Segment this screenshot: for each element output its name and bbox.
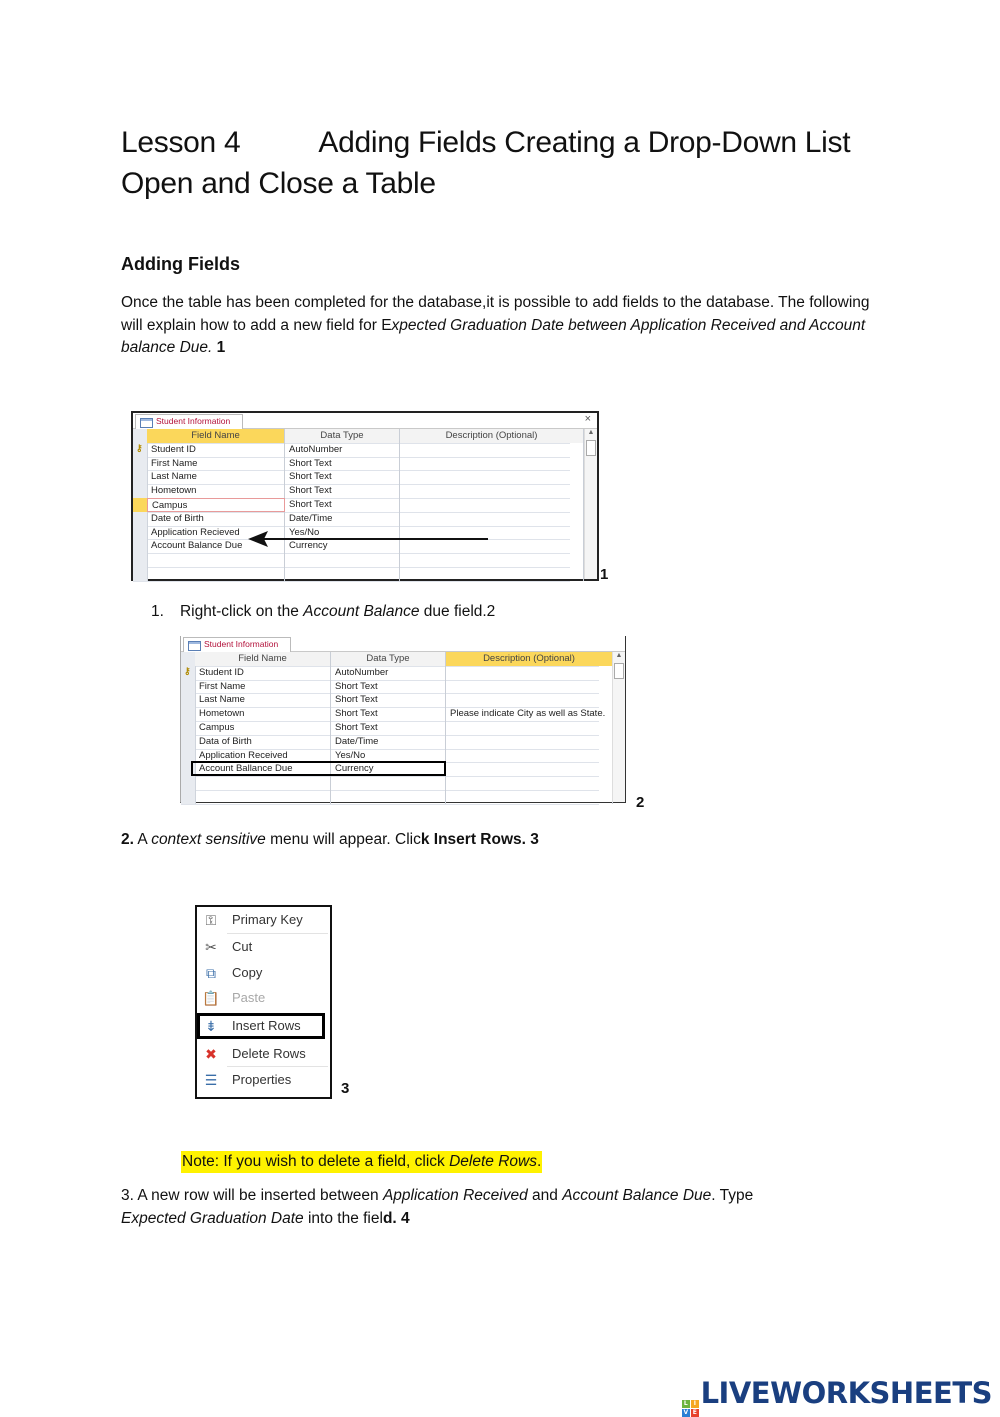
step-3-bold: d. 4	[382, 1209, 410, 1227]
menu-item-properties[interactable]	[197, 1067, 328, 1093]
intro-ref: 1	[216, 339, 226, 356]
liveworksheets-logo	[682, 1376, 992, 1417]
logo-letter: I	[691, 1400, 699, 1408]
field-name-cell[interactable]	[147, 567, 285, 581]
column-header-description-optional[interactable]: Description (Optional)	[446, 652, 613, 666]
column-header-description-optional[interactable]: Description (Optional)	[400, 429, 584, 443]
data-type-cell[interactable]: Yes/No	[331, 749, 446, 763]
note-italic: Delete Rows	[449, 1153, 537, 1170]
table-row[interactable]	[133, 470, 570, 485]
data-type-cell[interactable]: Currency	[285, 539, 400, 553]
field-name-cell[interactable]: Date of Birth	[147, 512, 285, 526]
intro-text: Once the table has been completed for the database,it is possible to add fields to the database. The following will explain how to add a new field for E	[121, 294, 870, 334]
field-name-cell[interactable]: Student ID	[147, 443, 285, 457]
step-1-post: due field.2	[419, 603, 496, 620]
menu-item-primary-key[interactable]	[197, 907, 328, 933]
vertical-scrollbar[interactable]	[584, 429, 597, 579]
field-name-cell[interactable]: Student ID	[195, 666, 331, 680]
menu-item-copy[interactable]	[197, 960, 328, 986]
description-cell[interactable]	[446, 749, 613, 763]
logo-letter: E	[691, 1409, 699, 1417]
tab-bar	[181, 636, 625, 652]
table-row[interactable]	[181, 707, 606, 722]
menu-item-label: Paste	[232, 990, 266, 1005]
field-name-cell[interactable]	[147, 553, 285, 567]
step-2	[121, 829, 881, 852]
step-3-pre: 3. A new row will be inserted between	[121, 1187, 383, 1204]
row-selector[interactable]	[133, 526, 148, 540]
table-row[interactable]	[133, 457, 570, 472]
data-type-cell[interactable]: Short Text	[285, 498, 400, 512]
step-3	[121, 1185, 881, 1230]
description-cell[interactable]	[400, 470, 584, 484]
data-type-cell[interactable]	[285, 567, 400, 581]
row-selector[interactable]	[133, 512, 148, 526]
menu-item-label: Cut	[232, 939, 253, 954]
field-name-cell[interactable]: First Name	[195, 680, 331, 694]
intro-italic: xpected Graduation Date between Application Received and Account balance Due.	[121, 316, 866, 356]
data-type-cell[interactable]	[285, 553, 400, 567]
table-icon	[140, 418, 153, 428]
field-name-cell[interactable]: Data of Birth	[195, 735, 331, 749]
data-type-cell[interactable]	[331, 776, 446, 790]
row-selector[interactable]	[181, 721, 196, 735]
description-cell[interactable]	[446, 762, 613, 776]
step-3-italic-2: Account Balance Due	[562, 1187, 712, 1204]
row-selector-corner[interactable]	[181, 652, 196, 666]
row-selector[interactable]	[133, 457, 148, 471]
row-selector[interactable]	[181, 776, 196, 790]
description-cell[interactable]	[400, 498, 584, 512]
key-icon: ⚿	[205, 912, 217, 928]
column-header-data-type[interactable]: Data Type	[285, 429, 400, 443]
primary-key-icon: ⚷	[184, 665, 191, 676]
description-cell[interactable]	[446, 693, 613, 707]
data-type-cell[interactable]: Currency	[331, 762, 446, 776]
data-type-cell[interactable]: Short Text	[285, 470, 400, 484]
row-selector[interactable]	[181, 735, 196, 749]
note-highlight	[181, 1151, 542, 1173]
highlight-outline	[191, 761, 446, 776]
tab-student-information[interactable]	[183, 637, 291, 652]
table-row[interactable]	[133, 484, 570, 499]
row-selector[interactable]	[133, 470, 148, 484]
grid-header-row	[181, 652, 599, 667]
column-header-data-type[interactable]: Data Type	[331, 652, 446, 666]
row-selector[interactable]	[181, 680, 196, 694]
tab-bar	[133, 413, 597, 429]
description-cell[interactable]	[446, 666, 613, 680]
table-row[interactable]	[181, 693, 599, 708]
row-selector[interactable]	[133, 539, 148, 553]
table-icon	[188, 641, 201, 651]
data-type-cell[interactable]: Yes/No	[285, 526, 400, 540]
menu-item-delete-rows[interactable]	[197, 1041, 328, 1067]
lesson-title-line2: Open and Close a Table	[121, 167, 436, 200]
description-cell[interactable]	[446, 721, 613, 735]
field-name-cell[interactable]: Hometown	[147, 484, 285, 498]
table-row[interactable]	[181, 762, 599, 777]
context-menu	[195, 905, 332, 1099]
figure-3-label: 3	[341, 1080, 350, 1097]
field-name-cell[interactable]: First Name	[147, 457, 285, 471]
menu-item-label: Primary Key	[232, 912, 303, 927]
primary-key-icon: ⚷	[136, 442, 143, 453]
close-icon[interactable]: ×	[584, 413, 591, 425]
description-cell[interactable]	[400, 484, 584, 498]
menu-item-label: Insert Rows	[232, 1018, 301, 1033]
data-type-cell[interactable]: Date/Time	[285, 512, 400, 526]
live-logo-icon	[682, 1400, 699, 1417]
table-row[interactable]	[181, 776, 599, 791]
access-table-design-view-1	[131, 411, 599, 581]
step-2-mid: menu will appear. Clic	[265, 831, 421, 848]
table-row[interactable]	[181, 680, 599, 695]
table-row[interactable]	[133, 498, 570, 513]
field-name-cell[interactable]: Account Ballance Due	[195, 762, 331, 776]
column-header-field-name[interactable]: Field Name	[147, 429, 285, 443]
tab-label: Student Information	[204, 639, 279, 649]
logo-letter: V	[683, 1409, 688, 1416]
intro-paragraph	[121, 292, 881, 360]
field-name-cell[interactable]: Application Recieved	[147, 526, 285, 540]
step-3-post-2: into the fiel	[303, 1209, 383, 1227]
description-cell[interactable]: Please indicate City as well as State.	[446, 707, 613, 721]
step-2-number: 2.	[121, 831, 134, 848]
description-cell[interactable]	[446, 776, 613, 790]
step-3-post: . Type	[711, 1187, 754, 1204]
brand-text: LIVEWORKSHEETS	[700, 1376, 992, 1410]
data-type-cell[interactable]: AutoNumber	[331, 666, 446, 680]
description-cell[interactable]	[400, 553, 584, 567]
data-type-cell[interactable]: Short Text	[331, 693, 446, 707]
row-selector[interactable]	[133, 567, 148, 581]
column-header-field-name[interactable]: Field Name	[195, 652, 331, 666]
row-selector[interactable]	[181, 790, 196, 804]
note-post: .	[536, 1153, 542, 1170]
section-heading: Adding Fields	[121, 254, 240, 274]
insert-rows-icon: ⇟	[205, 1018, 217, 1034]
scroll-thumb[interactable]	[614, 663, 624, 679]
data-type-cell[interactable]: AutoNumber	[285, 443, 400, 457]
step-2-pre: A	[133, 831, 152, 848]
data-type-cell[interactable]: Short Text	[331, 707, 446, 721]
row-selector[interactable]	[181, 693, 196, 707]
step-1-number: 1.	[151, 603, 164, 620]
step-1-italic: Account Balance	[303, 603, 420, 620]
menu-item-label: Copy	[232, 965, 263, 980]
description-cell[interactable]	[400, 443, 584, 457]
menu-item-cut[interactable]	[197, 934, 328, 960]
scroll-up-icon[interactable]: ▲	[587, 429, 595, 436]
step-3-italic-3: Expected Graduation Date	[121, 1209, 304, 1227]
field-name-cell[interactable]	[195, 790, 331, 804]
step-2-bold: k Insert Rows. 3	[420, 831, 539, 848]
row-selector[interactable]	[133, 553, 148, 567]
row-selector[interactable]	[133, 498, 148, 512]
row-selector[interactable]	[181, 749, 196, 763]
paste-icon: 📋	[202, 990, 220, 1006]
data-type-cell[interactable]	[331, 790, 446, 804]
description-cell[interactable]	[400, 512, 584, 526]
lesson-topic: Adding Fields Creating a Drop-Down List	[318, 126, 851, 159]
field-name-cell[interactable]: Last Name	[195, 693, 331, 707]
arrow-pointer-icon	[246, 530, 491, 550]
logo-letter: L	[682, 1400, 690, 1408]
data-type-cell[interactable]: Short Text	[285, 484, 400, 498]
field-name-cell[interactable]: Account Balance Due	[147, 539, 285, 553]
table-row[interactable]	[181, 721, 599, 736]
table-row[interactable]	[133, 443, 570, 458]
table-row[interactable]	[133, 512, 570, 527]
delete-rows-icon: ✖	[205, 1046, 217, 1062]
field-name-cell[interactable]	[195, 776, 331, 790]
step-3-mid: and	[527, 1187, 563, 1204]
table-row[interactable]	[181, 666, 599, 681]
menu-item-label: Properties	[232, 1072, 292, 1087]
access-table-design-view-2	[180, 636, 626, 803]
scissors-icon: ✂	[205, 939, 217, 955]
data-type-cell[interactable]: Date/Time	[331, 735, 446, 749]
lesson-title-line1	[121, 122, 850, 163]
description-cell[interactable]	[400, 567, 584, 581]
lesson-number: Lesson 4	[121, 126, 241, 159]
row-selector[interactable]	[133, 443, 148, 457]
field-name-cell[interactable]: Application Received	[195, 749, 331, 763]
scroll-up-icon[interactable]: ▲	[615, 652, 623, 659]
table-row[interactable]	[133, 553, 570, 568]
vertical-scrollbar[interactable]	[612, 652, 625, 802]
properties-icon: ☰	[204, 1072, 218, 1088]
table-row[interactable]	[133, 567, 570, 582]
data-type-cell[interactable]: Short Text	[331, 680, 446, 694]
description-cell[interactable]	[400, 457, 584, 471]
step-1	[151, 601, 911, 624]
table-row[interactable]	[181, 735, 599, 750]
row-selector[interactable]	[181, 707, 196, 721]
menu-item-paste[interactable]	[197, 985, 328, 1011]
description-cell[interactable]	[446, 680, 613, 694]
description-cell[interactable]	[446, 735, 613, 749]
step-3-italic-1: Application Received	[382, 1187, 528, 1204]
data-type-cell[interactable]: Short Text	[285, 457, 400, 471]
step-1-text: Right-click on the	[179, 603, 304, 620]
row-selector[interactable]	[133, 484, 148, 498]
tab-label: Student Information	[156, 416, 231, 426]
table-row[interactable]	[181, 790, 599, 805]
tab-student-information[interactable]	[135, 414, 243, 429]
field-name-cell[interactable]: Last Name	[147, 470, 285, 484]
data-type-cell[interactable]: Short Text	[331, 721, 446, 735]
copy-icon: ⧉	[206, 965, 216, 981]
menu-item-insert-rows[interactable]	[197, 1013, 325, 1039]
grid-header-row	[133, 429, 570, 444]
figure-1-label: 1	[600, 566, 609, 583]
row-selector[interactable]	[181, 666, 196, 680]
menu-item-label: Delete Rows	[232, 1046, 306, 1061]
field-name-cell[interactable]: Campus	[195, 721, 331, 735]
description-cell[interactable]	[446, 790, 613, 804]
note-text: Note: If you wish to delete a field, click	[182, 1153, 450, 1170]
figure-2-label: 2	[636, 794, 645, 811]
row-selector-corner[interactable]	[133, 429, 148, 443]
field-name-cell[interactable]: Campus	[147, 498, 285, 512]
field-name-cell[interactable]: Hometown	[195, 707, 331, 721]
step-2-italic: context sensitive	[151, 831, 266, 848]
scroll-thumb[interactable]	[586, 440, 596, 456]
